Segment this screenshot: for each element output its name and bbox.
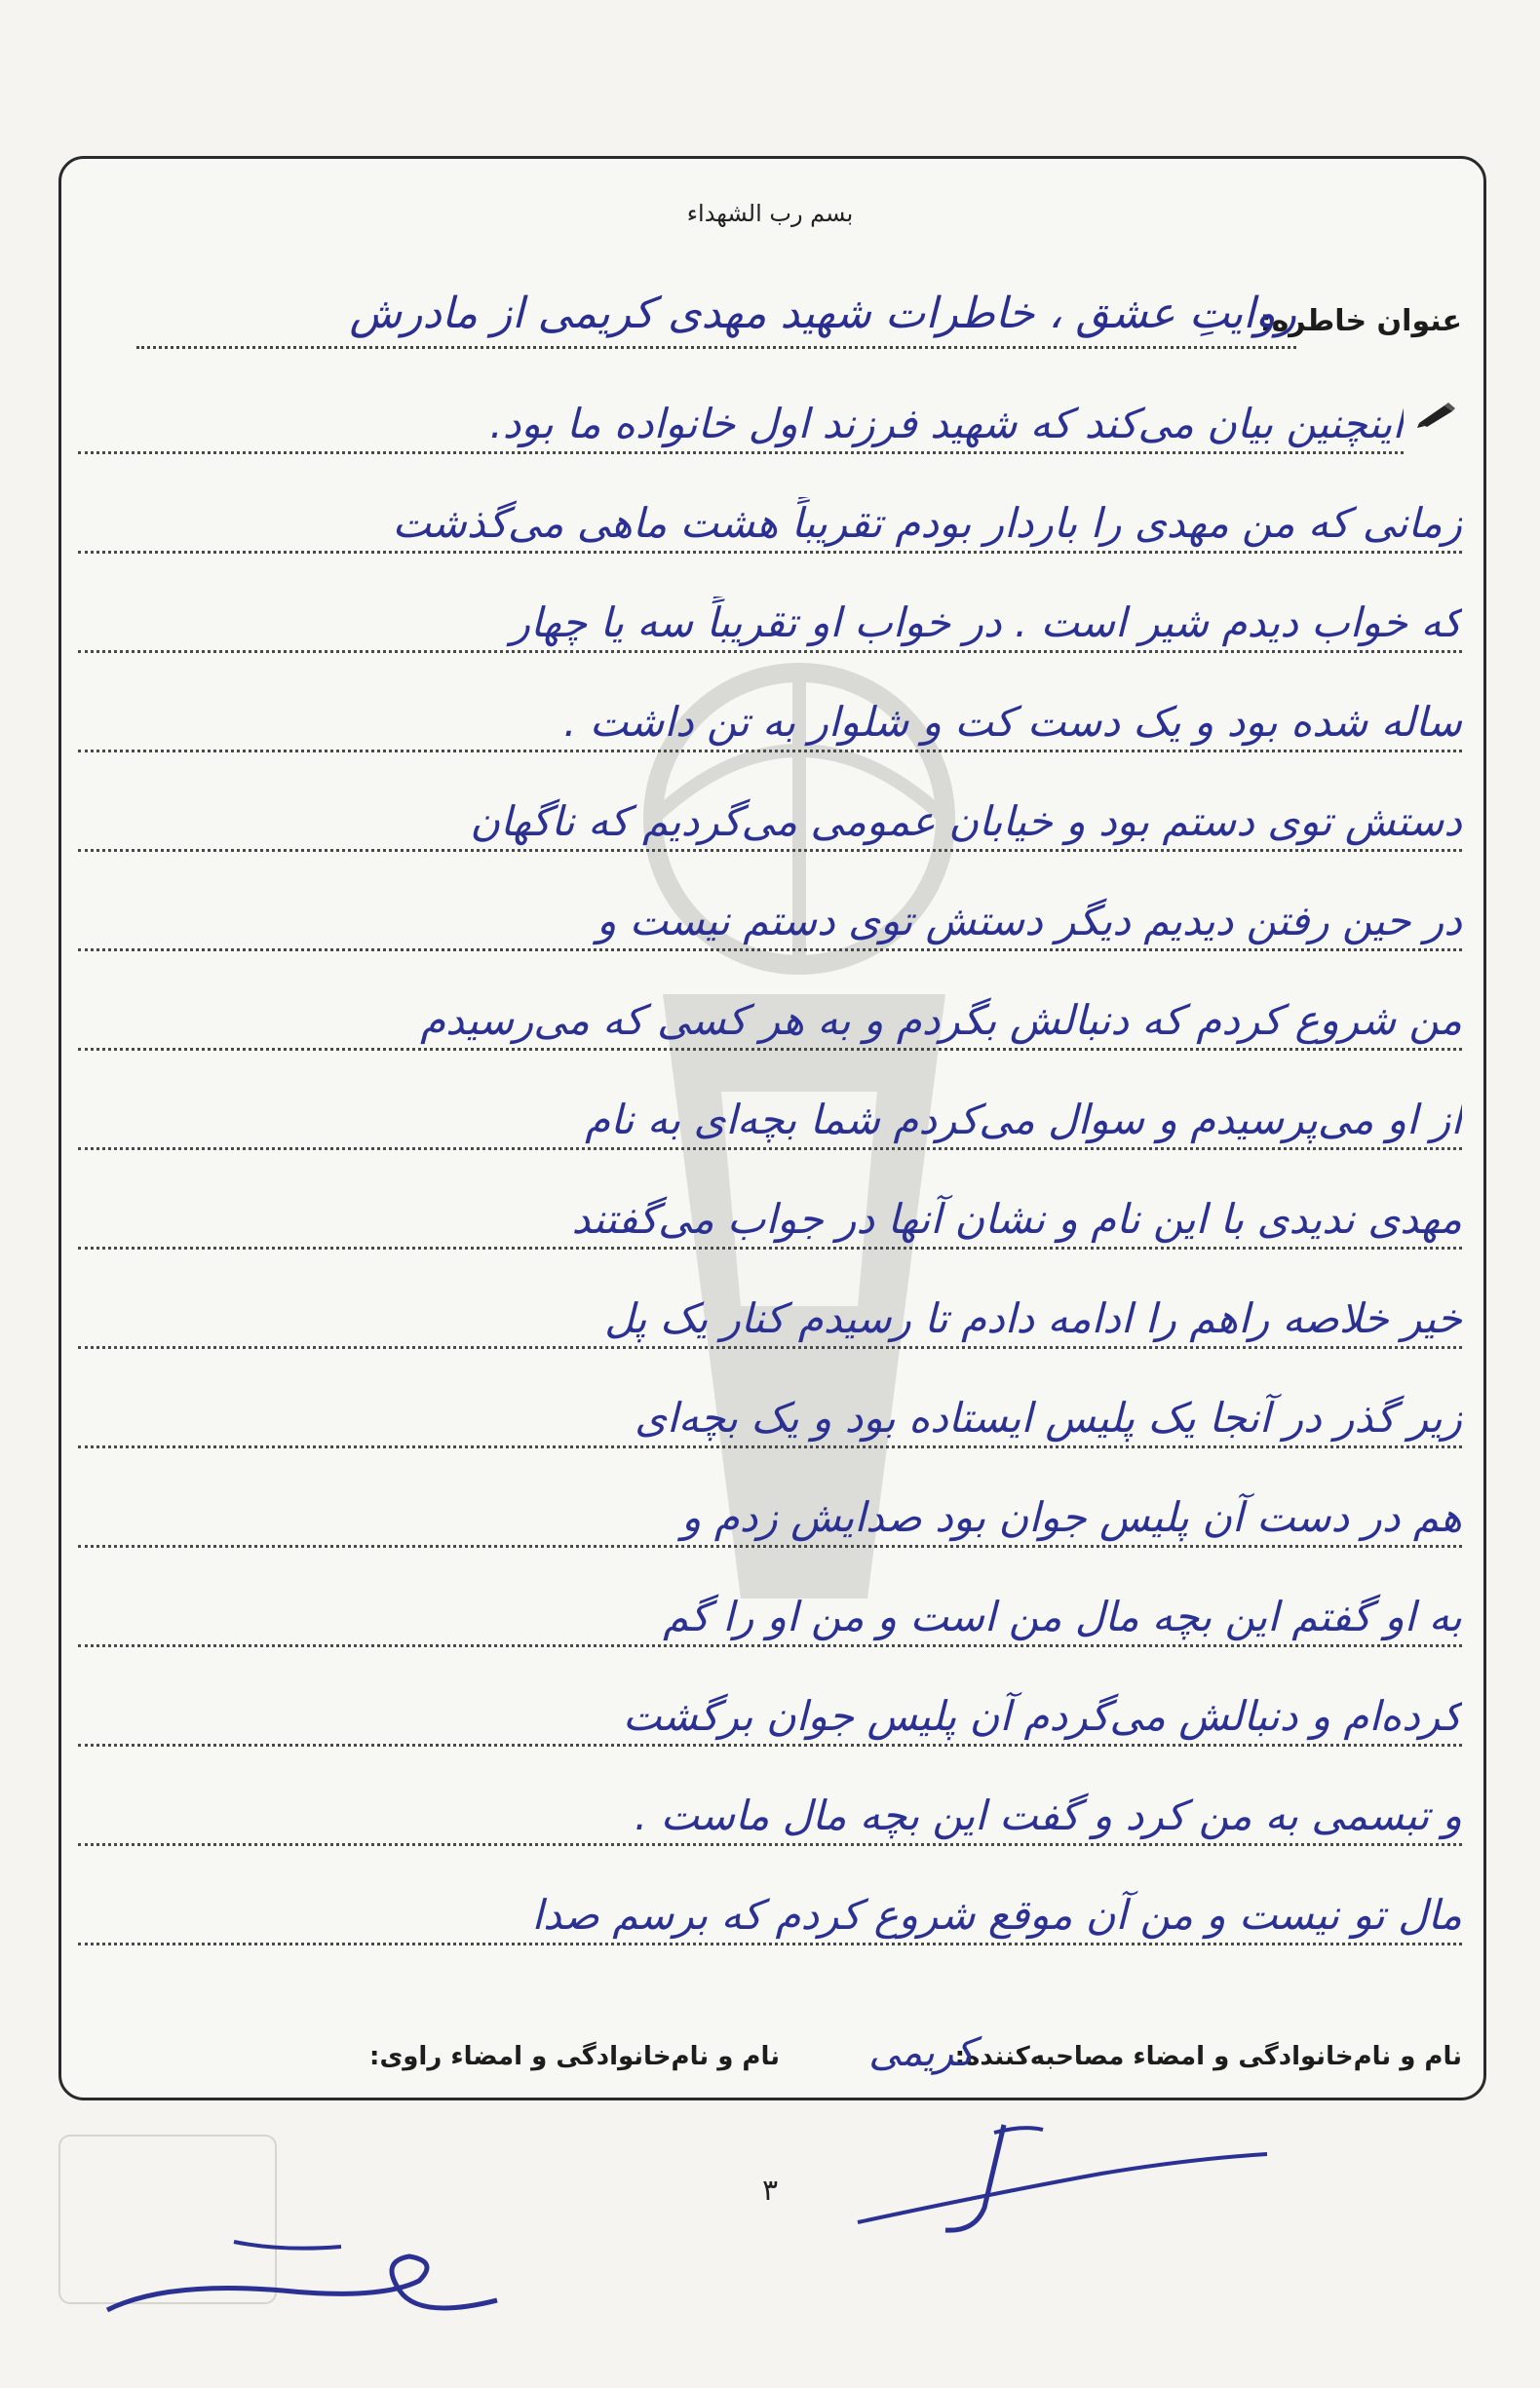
memoir-line-text: دستش توی دستم بود و خیابان عمومی می‌گردیم که ناگهان xyxy=(470,797,1462,845)
memoir-line-text: که خواب دیدم شیر است . در خواب او تقریباً سه یا چهار xyxy=(510,598,1462,646)
second-signature-mark xyxy=(88,2222,536,2339)
memoir-line-text: از او می‌پرسیدم و سوال می‌کردم شما بچه‌ای به نام xyxy=(585,1096,1462,1143)
interviewer-signature: کریمی xyxy=(868,2030,975,2075)
memoir-line-text: هم در دست آن پلیس جوان بود صدایش زدم و xyxy=(681,1493,1462,1541)
memoir-line-text: کرده‌ام و دنبالش می‌گردم آن پلیس جوان برگشت xyxy=(623,1692,1462,1740)
memoir-line xyxy=(78,766,1462,866)
memoir-line xyxy=(78,866,1462,965)
memoir-line-text: ساله شده بود و یک دست کت و شلوار به تن داشت . xyxy=(563,698,1462,746)
document-header: بسم رب الشهداء xyxy=(686,200,854,227)
memoir-line-text: مهدی ندیدی با این نام و نشان آنها در جواب می‌گفتند xyxy=(571,1195,1462,1243)
narrator-signature-mark xyxy=(848,2115,1277,2242)
memoir-line xyxy=(78,1561,1462,1661)
memoir-line-text: و تبسمی به من کرد و گفت این بچه مال ماست . xyxy=(634,1791,1462,1839)
narrator-label: نام و نام‌خانوادگی و امضاء راوی: xyxy=(369,2042,780,2071)
memoir-line xyxy=(78,368,1462,468)
title-dotted-rule xyxy=(136,346,1296,349)
memoir-line xyxy=(78,965,1462,1064)
memoir-line xyxy=(78,468,1462,567)
memoir-line xyxy=(78,1064,1462,1164)
memoir-title-value: روایتِ عشق ، خاطرات شهید مهدی کریمی از مادرش xyxy=(349,289,1296,338)
memoir-line xyxy=(78,1860,1462,1959)
memoir-line-text: زیر گذر در آنجا یک پلیس ایستاده بود و یک بچه‌ای xyxy=(635,1394,1462,1442)
memoir-line-text: مال تو نیست و من آن موقع شروع کردم که برسم صدا xyxy=(531,1891,1462,1939)
memoir-line xyxy=(78,567,1462,667)
interviewer-label: نام و نام‌خانوادگی و امضاء مصاحبه‌کننده: xyxy=(954,2042,1462,2071)
memoir-title-label: عنوان خاطره: xyxy=(1259,304,1462,338)
memoir-line xyxy=(78,1263,1462,1363)
memoir-line xyxy=(78,1164,1462,1263)
memoir-line-text: من شروع کردم که دنبالش بگردم و به هر کسی که می‌رسیدم xyxy=(420,996,1462,1044)
page-number: ۳ xyxy=(761,2174,779,2208)
memoir-line xyxy=(78,1462,1462,1561)
memoir-line-text: اینچنین بیان می‌کند که شهید فرزند اول خانواده ما بود. xyxy=(489,400,1404,447)
memoir-line-text: در حین رفتن دیدیم دیگر دستش توی دستم نیست و xyxy=(597,897,1462,944)
memoir-line xyxy=(78,667,1462,766)
memoir-line xyxy=(78,1661,1462,1760)
memoir-line-text: زمانی که من مهدی را باردار بودم تقریباً هشت ماهی می‌گذشت xyxy=(392,499,1462,547)
memoir-line-text: به او گفتم این بچه مال من است و من او را گم xyxy=(663,1593,1462,1640)
memoir-line-text: خیر خلاصه راهم را ادامه دادم تا رسیدم کنار یک پل xyxy=(604,1294,1462,1342)
memoir-line xyxy=(78,1760,1462,1860)
memoir-line xyxy=(78,1363,1462,1462)
